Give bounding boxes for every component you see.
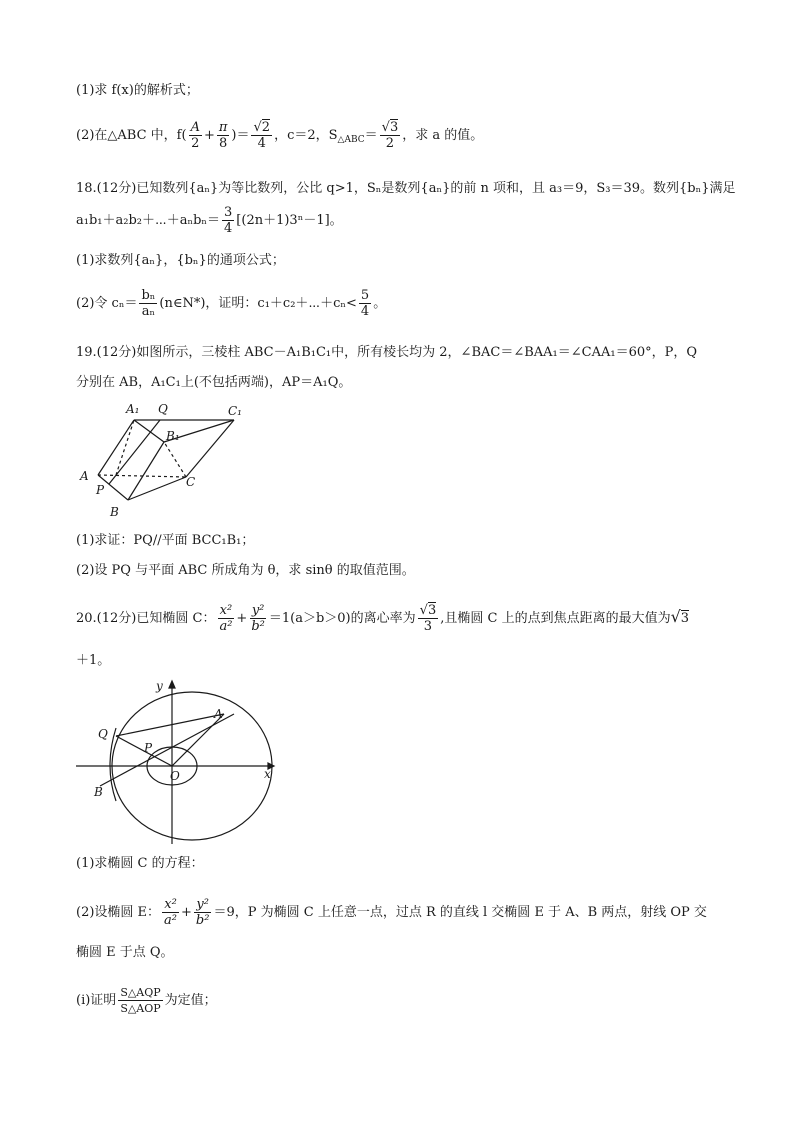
- frac-sqrt3-over-2: $\frac{√3}{2}$: [381, 120, 399, 151]
- prism-figure: [76, 400, 256, 520]
- frac-sqrt3-over-3: $\frac{√3}{3}$: [419, 603, 437, 634]
- frac-5-over-4: $\frac{5}{4}$: [360, 288, 370, 319]
- q20-pi-a: (i)证明: [76, 993, 117, 1008]
- q18-part2: [76, 288, 386, 319]
- q19-part2: (2)设 PQ 与平面 ABC 所成角为 θ，求 sinθ 的取值范围。: [76, 563, 415, 578]
- label-P: P: [96, 483, 105, 497]
- q20-part2: [76, 897, 707, 928]
- label-Q: Q: [98, 727, 108, 741]
- label-x: x: [264, 767, 271, 781]
- frac-pi-over-8: $\frac{\pi}{8}$: [218, 120, 228, 151]
- q20-p2-eq: ＝9，P 为椭圆 C 上任意一点，过点 R 的直线 l 交椭圆 E 于 A、B 两点，射线 OP 交: [213, 905, 707, 920]
- label-A: A: [80, 469, 89, 483]
- label-A1: A₁: [126, 402, 140, 416]
- q19-stem-line1: 19.(12分)如图所示，三棱柱 ABC－A₁B₁C₁中，所有棱长均为 2，∠BAC＝∠BAA₁＝∠CAA₁＝60°，P，Q: [76, 345, 698, 360]
- q20-stem-line2: ＋1。: [76, 653, 111, 668]
- q18-p2-b: (n∈N*)，证明：c₁＋c₂＋⋯＋cₙ<: [159, 296, 357, 311]
- q17-text-a: (2)在△ABC 中，f(: [76, 128, 187, 143]
- frac-sqrt2-over-4: $\frac{√2}{4}$: [253, 120, 271, 151]
- q18-rhs: [(2n＋1)3ⁿ－1]。: [236, 213, 343, 228]
- label-C: C: [186, 475, 196, 489]
- q17-part2: [76, 120, 483, 151]
- area-subscript: △ABC: [337, 135, 365, 145]
- q19-stem-line2: 分别在 AB，A₁C₁上(不包括两端)，AP＝A₁Q。: [76, 375, 352, 390]
- label-O: O: [170, 769, 180, 783]
- frac-bn-over-an: $\frac{\text{bₙ}}{\text{aₙ}}$: [141, 288, 156, 319]
- q20-text-a: 20.(12分)已知椭圆 C：: [76, 611, 216, 626]
- q18-part1: (1)求数列{aₙ}，{bₙ}的通项公式；: [76, 253, 285, 268]
- q18-p2-a: (2)令 cₙ＝: [76, 296, 138, 311]
- label-A: A: [214, 707, 223, 721]
- q17-text-c: ，求 a 的值。: [402, 128, 484, 143]
- q18-stem-line1: 18.(12分)已知数列{aₙ}为等比数列，公比 q>1，Sₙ是数列{aₙ}的前 n 项和，且 a₃＝9，S₃＝39。数列{bₙ}满足: [76, 181, 736, 196]
- frac-x2-a2-2: $\frac{\text{x²}}{\text{a²}}$: [164, 897, 178, 928]
- frac-y2-b2: $\frac{\text{y²}}{\text{b²}}$: [251, 603, 265, 634]
- q20-part1: (1)求椭圆 C 的方程：: [76, 856, 204, 871]
- q20-text-eq: ＝1(a＞b＞0)的离心率为: [268, 611, 416, 626]
- q20-text-b: ,且椭圆 C 上的点到焦点距离的最大值为: [440, 611, 671, 626]
- q20-stem-line1: 20.(12分)已知椭圆 C： $\frac{\text{x²}}{\text{a²}}$ + $\frac{\text{y²}}{\text{b²}}$ ＝1(a＞b＞0)的离心率为 $\frac{√3}{3}$ ,且椭圆 C 上的点到焦点距离的最大值为√3: [76, 603, 690, 634]
- label-C1: C₁: [228, 404, 242, 418]
- q20-sqrt3: 3: [680, 611, 690, 626]
- label-y: y: [156, 679, 163, 693]
- eq: )＝: [231, 128, 250, 143]
- q18-sum: a₁b₁＋a₂b₂＋⋯＋aₙbₙ＝: [76, 213, 221, 228]
- label-B1: B₁: [166, 429, 180, 443]
- frac-y2-b2-2: $\frac{\text{y²}}{\text{b²}}$: [195, 897, 210, 928]
- q18-stem-line2: [76, 205, 343, 236]
- eq2: ＝: [364, 128, 378, 143]
- label-Q: Q: [158, 402, 168, 416]
- q18-p2-c: 。: [373, 296, 387, 311]
- plus: +: [236, 611, 248, 626]
- plus: +: [203, 128, 215, 143]
- ellipse-figure: [76, 676, 276, 844]
- label-P: P: [144, 741, 153, 755]
- q19-part1: (1)求证：PQ//平面 BCC₁B₁；: [76, 533, 255, 548]
- q20-part2-line2: 椭圆 E 于点 Q。: [76, 945, 174, 960]
- frac-3-over-4: $\frac{3}{4}$: [224, 205, 233, 236]
- label-B: B: [110, 505, 119, 519]
- frac-area-ratio: $\frac{\text{S△AQP}}{\text{S△AOP}}$: [120, 986, 161, 1015]
- q20-p2-a: (2)设椭圆 E：: [76, 905, 161, 920]
- q20-pi-b: 为定值；: [164, 993, 217, 1008]
- q20-part-i: [76, 985, 217, 1016]
- frac-x2-a2: $\frac{\text{x²}}{\text{a²}}$: [219, 603, 233, 634]
- plus2: +: [181, 905, 192, 920]
- q17-text-b: ，c＝2，S: [274, 128, 338, 143]
- label-B: B: [94, 785, 103, 799]
- q17-part1: (1)求 f(x)的解析式；: [76, 83, 199, 98]
- frac-A-over-2: $\frac{A}{2}$: [190, 120, 200, 151]
